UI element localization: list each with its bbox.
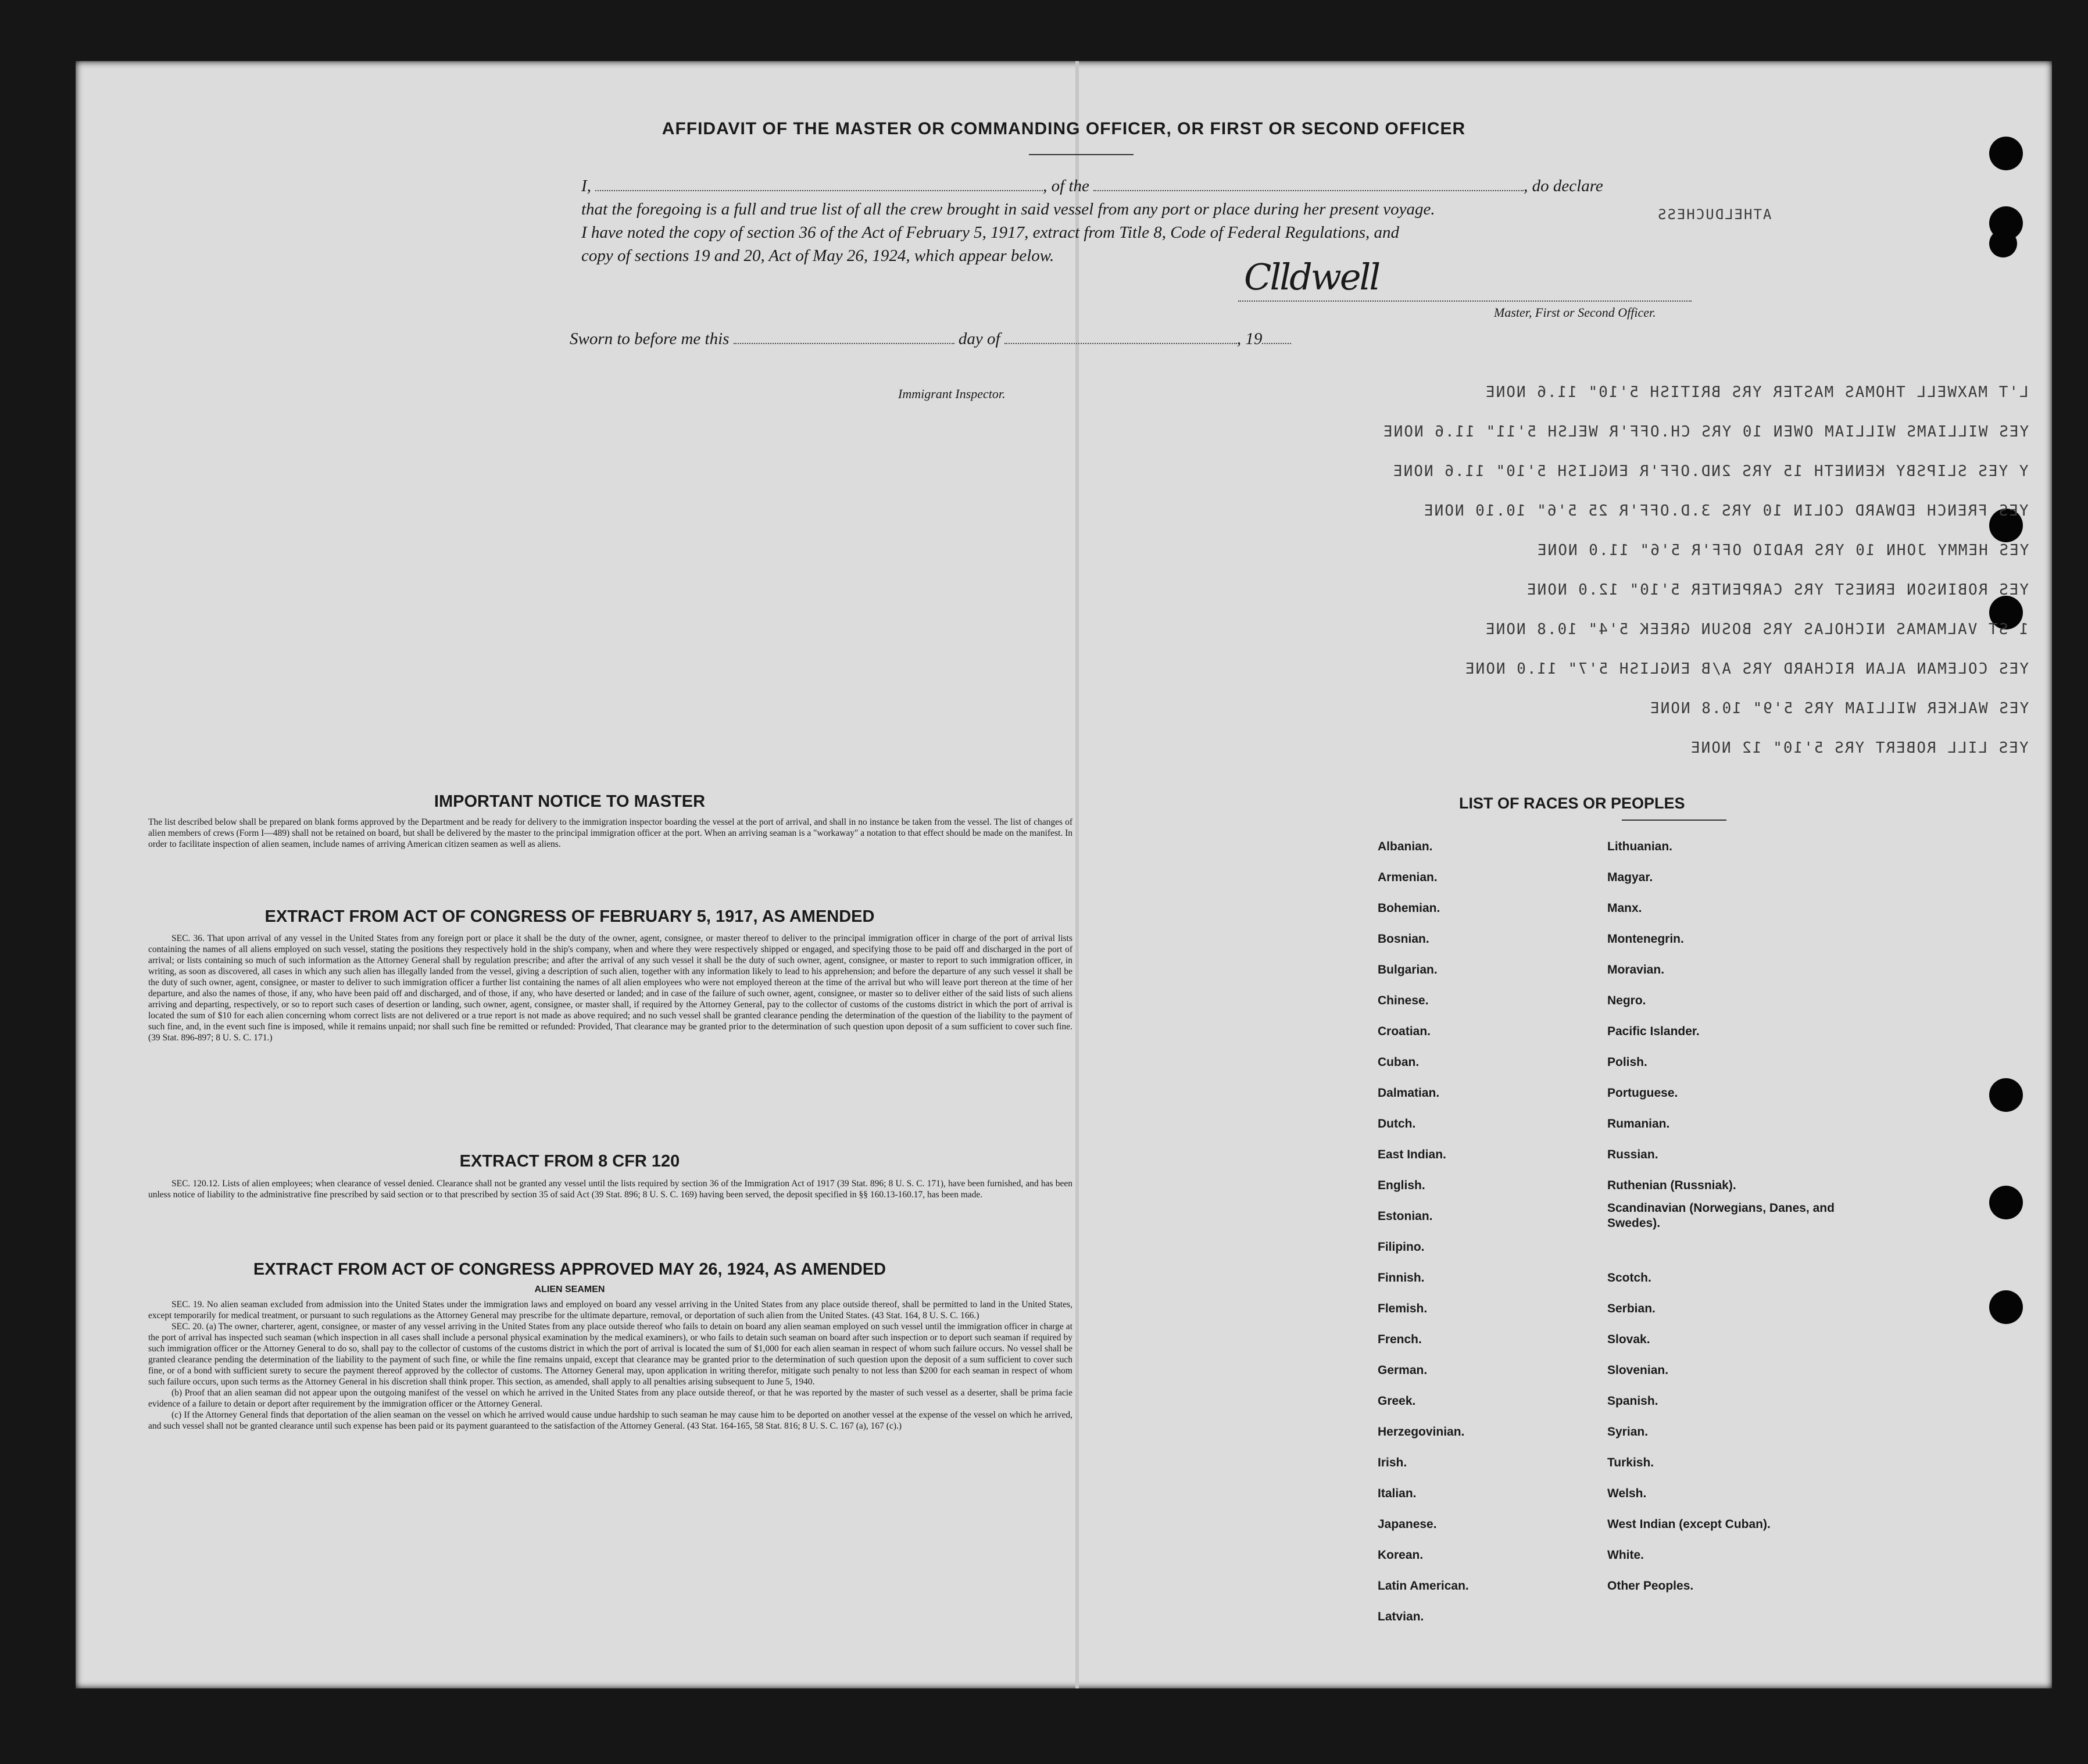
- race-item: Greek.: [1378, 1394, 1416, 1408]
- race-item: Slovak.: [1607, 1333, 1650, 1346]
- ghost-crew-row: YES COLEMAN ALAN RICHARD YRS A/B ENGLISH 5'7" 11.0 NONE: [1464, 660, 2029, 678]
- race-item: Magyar.: [1607, 871, 1653, 884]
- race-item: Turkish.: [1607, 1456, 1654, 1469]
- declaration-line-1: [581, 174, 1721, 198]
- race-item: French.: [1378, 1333, 1422, 1346]
- race-item: Filipino.: [1378, 1240, 1425, 1254]
- race-item: Irish.: [1378, 1456, 1407, 1469]
- binder-hole: [1989, 230, 2017, 257]
- sec-20a: SEC. 20. (a) The owner, charterer, agent, consignee, or master of any vessel arriving in the United States from any place outside thereof who fails to detain on board any alien seaman employed on such vessel until the immigration officer in charge at the port of arrival has inspected such seaman (which inspection in all cases shall include a personal physical examination by the medical examiners), or who fails to detain such seaman on board after such inspection or to deport such seaman if required by such immigration officer or the Attorney General to do so, shall pay to the collector of customs of the customs district in which the port of arrival is located the sum of $1,000 for each alien seaman in respect of whom such failure occurs. No vessel shall be granted clearance pending the determination of the liability to the payment of such fine, or while the fine remains unpaid, except that clearance may be granted prior to the determination of such question upon the deposit of a sum sufficient to cover such fine, or of a bond with sufficient surety to secure the payment thereof approved by the collector of customs. The Attorney General may, upon application in writing therefor, mitigate such penalty to not less than $200 for each seaman in respect of whom such failure occurs, upon such terms as the Attorney General in his discretion shall think proper. This section, as amended, shall apply to all penalties arising subsequent to June 5, 1940.: [148, 1322, 1072, 1387]
- race-item: Latin American.: [1378, 1579, 1469, 1593]
- day-of-label: day of: [958, 330, 1000, 348]
- races-heading: LIST OF RACES OR PEOPLES: [1459, 795, 1685, 812]
- race-item: Scandinavian (Norwegians, Danes, and Swedes).: [1607, 1201, 1835, 1230]
- declaration-do-declare: , do declare: [1524, 177, 1603, 195]
- race-item: Herzegovinian.: [1378, 1425, 1465, 1439]
- race-item: Korean.: [1378, 1548, 1424, 1562]
- race-item: Albanian.: [1378, 840, 1433, 853]
- declaration-i: I,: [581, 177, 591, 195]
- notice-heading: IMPORTANT NOTICE TO MASTER: [434, 792, 706, 811]
- extract-1924-body: [148, 1299, 1072, 1432]
- title-rule: [1029, 154, 1134, 155]
- race-item: Welsh.: [1607, 1487, 1647, 1500]
- race-item: Dutch.: [1378, 1117, 1416, 1130]
- ghost-crew-row: YES FRENCH EDWARD COLIN 10 YRS 3.D.OFF'R 25 5'6" 10.10 NONE: [1423, 502, 2029, 520]
- notice-body: The list described below shall be prepared on blank forms approved by the Department and be ready for delivery to the immigration inspector boarding the vessel at the port of arrival, and shall in no instance be taken from the vessel. The list of changes of alien members of crews (Form I—489) shall not be retained on board, but shall be delivered by the master to the principal immigration officer at the port. When an arriving seaman is a "workaway" a notation to that effect should be made on the manifest. In order to facilitate inspection of alien seamen, include names of arriving American citizen seamen as well as aliens.: [148, 817, 1072, 849]
- inspector-caption: Immigrant Inspector.: [898, 387, 1006, 401]
- race-item: Slovenian.: [1607, 1364, 1669, 1377]
- race-item: Polish.: [1607, 1055, 1647, 1069]
- race-item: Moravian.: [1607, 963, 1665, 976]
- race-item: Flemish.: [1378, 1302, 1428, 1315]
- race-item: Bulgarian.: [1378, 963, 1438, 976]
- extract-cfr-heading: EXTRACT FROM 8 CFR 120: [459, 1152, 680, 1171]
- race-item: Pacific Islander.: [1607, 1025, 1700, 1038]
- race-item: East Indian.: [1378, 1148, 1446, 1161]
- race-item: Dalmatian.: [1378, 1086, 1440, 1100]
- binder-hole: [1989, 137, 2023, 170]
- ghost-crew-row: L'T MAXWELL THOMAS MASTER YRS BRITISH 5'10" 11.6 NONE: [1485, 384, 2029, 401]
- binder-hole: [1989, 1078, 2023, 1112]
- race-item: Croatian.: [1378, 1025, 1431, 1038]
- race-item: English.: [1378, 1179, 1425, 1192]
- race-item: Manx.: [1607, 901, 1642, 915]
- alien-seamen-subheading: ALIEN SEAMEN: [534, 1284, 605, 1294]
- race-item: Italian.: [1378, 1487, 1417, 1500]
- races-rule: [1622, 820, 1726, 821]
- sec-19: SEC. 19. No alien seaman excluded from admission into the United States under the immigration laws and employed on board any vessel arriving in the United States from any place outside thereof, shall be permitted to land in the United States, except temporarily for medical treatment, or pursuant to such regulations as the Attorney General may prescribe for the ultimate departure, removal, or deportation of such alien from the United States. (43 Stat. 164, 8 U. S. C. 166.): [148, 1300, 1072, 1321]
- ship-name-stamp: ATHELDUCHESS: [1657, 206, 1772, 223]
- binder-hole: [1989, 1290, 2023, 1324]
- extract-1917-heading: EXTRACT FROM ACT OF CONGRESS OF FEBRUARY 5, 1917, AS AMENDED: [264, 907, 875, 926]
- binder-hole: [1989, 1186, 2023, 1219]
- ghost-crew-row: YES ROBINSON ERNEST YRS CARPENTER 5'10" 12.0 NONE: [1525, 581, 2029, 599]
- ghost-crew-row: YES HEMMY JOHN 10 YRS RADIO OFF'R 5'6" 11.0 NONE: [1536, 542, 2029, 559]
- race-item: Ruthenian (Russniak).: [1607, 1179, 1736, 1192]
- year-label: , 19: [1236, 330, 1263, 348]
- extract-1917-body: SEC. 36. That upon arrival of any vessel in the United States from any foreign port or place it shall be the duty of the owner, agent, consignee, or master thereof to deliver to the principal immigration officer in charge of the port of arrival lists containing the names of all aliens employed on such vessel, stating the positions they respectively hold in the ship's company, when and where they were respectively shipped or engaged, and specifying those to be paid off and discharged in the port of arrival; or lists containing so much of such information as the Attorney General shall by regulation prescribe; and after the arrival of any such vessel it shall be the duty of such owner, agent, consignee, or master to report to such immigration officer, in writing, as soon as discovered, all cases in which any such alien has illegally landed from the vessel, giving a description of such alien, together with any information likely to lead to his apprehension; and before the departure of any such vessel it shall be the duty of such owner, agent, consignee, or master to deliver to such immigration officer a further list containing the names of all alien employees who were not employed thereon at the time of the arrival but who will leave port thereon at the time of her departure, and also the names of those, if any, who have been paid off and discharged, and of those, if any, who have deserted or landed; and in case of the failure of such owner, agent, consignee, or master so to deliver either of the said lists of such aliens arriving and departing, respectively, or so to report such cases of desertion or landing, such owner, agent, consignee, or master shall, if required by the Attorney General, pay to the collector of customs of the customs district in which the port of arrival is located the sum of $10 for each alien concerning whom correct lists are not delivered or a true report is not made as above required; and no such vessel shall be granted clearance pending the determination of the question of the liability to the payment of such fine, and, in the event such fine is imposed, while it remains unpaid; nor shall such fine be remitted or refunded: Provided, That clearance may be granted prior to the determination of such question upon deposit of a sum sufficient to cover such fine. (39 Stat. 896-897; 8 U. S. C. 171.): [148, 933, 1072, 1043]
- sec-20b: (b) Proof that an alien seaman did not appear upon the outgoing manifest of the vessel on which he arrived in the United States from any place outside thereof, or that he was reported by the master of such vessel as a deserter, shall be prima facie evidence of a failure to detain or deport after requirement by the immigration officer or the Attorney General.: [148, 1388, 1072, 1409]
- race-item: Spanish.: [1607, 1394, 1658, 1408]
- extract-1924-heading: EXTRACT FROM ACT OF CONGRESS APPROVED MAY 26, 1924, AS AMENDED: [253, 1260, 886, 1279]
- ghost-crew-row: 1 ST VALMAMAS NICHOLAS YRS BOSUN GREEK 5'4" 10.8 NONE: [1485, 621, 2029, 638]
- ghost-crew-row: YES WALKER WILLIAM YRS 5'9" 10.8 NONE: [1649, 700, 2029, 717]
- signature-line: [1238, 300, 1692, 302]
- ghost-crew-row: YES LILL ROBERT YRS 5'10" 12 NONE: [1690, 739, 2029, 757]
- race-item: Serbian.: [1607, 1302, 1656, 1315]
- race-item: Negro.: [1607, 994, 1646, 1007]
- declaration-of-the: , of the: [1043, 177, 1089, 195]
- race-item: Scotch.: [1607, 1271, 1651, 1284]
- ghost-crew-row: YES WILLIAMS WILLIAM OWEN 10 YRS CH.OFF'R WELSH 5'11" 11.6 NONE: [1382, 423, 2029, 441]
- declaration-line-3: I have noted the copy of section 36 of the Act of February 5, 1917, extract from Title 8, Code of Federal Regulations, and: [581, 223, 1400, 242]
- sec-20c: (c) If the Attorney General finds that deportation of the alien seaman on the vessel on which he arrived would cause undue hardship to such seaman he may cause him to be deported on another vessel at the expense of the vessel on which he arrived, and such vessel shall not be granted clearance until such expense has been paid or its payment guaranteed to the satisfaction of the Attorney General. (43 Stat. 164-165, 58 Stat. 816; 8 U. S. C. 167 (a), 167 (c).): [148, 1410, 1072, 1431]
- sworn-line: [570, 330, 1291, 349]
- race-item: West Indian (except Cuban).: [1607, 1518, 1771, 1531]
- race-item: [1607, 1232, 1851, 1262]
- race-item: Portuguese.: [1607, 1086, 1678, 1100]
- race-item: Armenian.: [1378, 871, 1438, 884]
- race-item: German.: [1378, 1364, 1428, 1377]
- race-item: Other Peoples.: [1607, 1579, 1694, 1593]
- race-item: Cuban.: [1378, 1055, 1420, 1069]
- declaration-line-2: that the foregoing is a full and true list of all the crew brought in said vessel from any port or place during her present voyage.: [581, 200, 1435, 219]
- race-item: Lithuanian.: [1607, 840, 1672, 853]
- extract-cfr-body: SEC. 120.12. Lists of alien employees; when clearance of vessel denied. Clearance shall not be granted any vessel until the lists required by section 36 of the Immigration Act of 1917 (39 Stat. 896; 8 U. S. C. 171), have been furnished, and has been unless notice of liability to the administrative fine prescribed by said section or to that prescribed by section 35 of said Act (39 Stat. 896; 8 U. S. C. 169) having been served, the deposit specified in §§ 160.13-160.17, has been made.: [148, 1179, 1072, 1200]
- race-item: Latvian.: [1378, 1610, 1424, 1623]
- race-item: Rumanian.: [1607, 1117, 1670, 1130]
- affidavit-sheet: [76, 61, 2052, 1688]
- race-item: Chinese.: [1378, 994, 1429, 1007]
- declaration-block: [581, 174, 1721, 267]
- declaration-line-4: copy of sections 19 and 20, Act of May 26, 1924, which appear below.: [581, 246, 1054, 265]
- page-title: AFFIDAVIT OF THE MASTER OR COMMANDING OFFICER, OR FIRST OR SECOND OFFICER: [662, 119, 1466, 138]
- ghost-crew-row: Y YES SLIPSBY KENNETH 15 YRS 2ND.OFF'R ENGLISH 5'10" 11.6 NONE: [1392, 463, 2029, 480]
- race-item: Japanese.: [1378, 1518, 1437, 1531]
- race-item: Bosnian.: [1378, 932, 1429, 946]
- center-fold: [1075, 61, 1079, 1688]
- races-column-1: [1378, 831, 1599, 1632]
- race-item: Finnish.: [1378, 1271, 1425, 1284]
- race-item: Syrian.: [1607, 1425, 1649, 1439]
- race-item: White.: [1607, 1548, 1644, 1562]
- race-item: Bohemian.: [1378, 901, 1440, 915]
- race-item: Montenegrin.: [1607, 932, 1684, 946]
- sworn-label: Sworn to before me this: [570, 330, 730, 348]
- signature-caption: Master, First or Second Officer.: [1494, 305, 1656, 320]
- race-item: Russian.: [1607, 1148, 1658, 1161]
- master-signature: Clldwell: [1244, 256, 1379, 298]
- races-column-2: [1607, 831, 1851, 1601]
- race-item: Estonian.: [1378, 1210, 1433, 1223]
